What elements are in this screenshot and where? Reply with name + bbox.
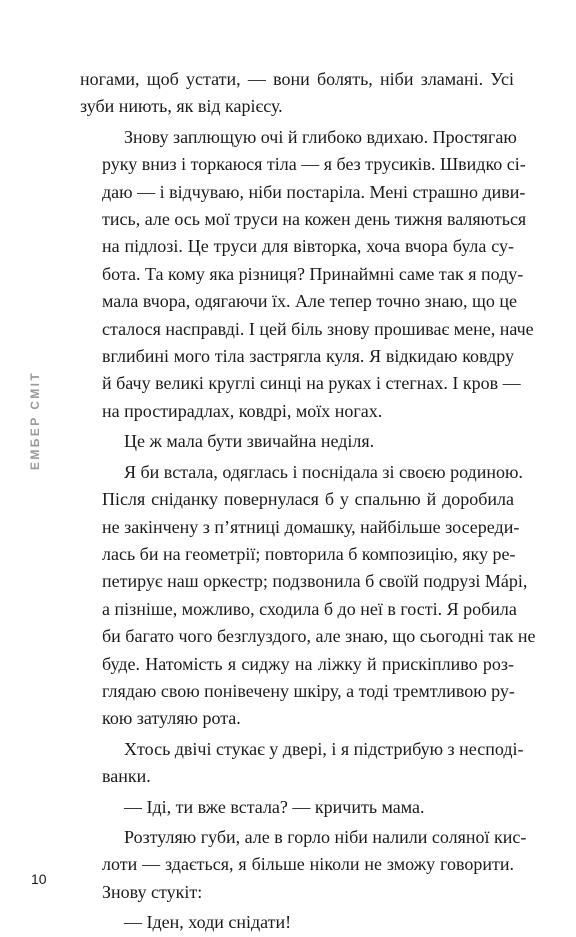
text-line: вглибині мого тіла застрягла куля. Я відкидаю ковдру: [102, 346, 514, 367]
text-line: Хтось двічі стукає у двері, і я підстрибую з несподі-: [124, 738, 524, 759]
text-line: кою затуляю рота.: [102, 708, 241, 729]
text-line: лоти — здається, я більше ніколи не зможу говорити.: [102, 854, 514, 875]
text-line: сталося насправді. І цей біль знову прошиває мене, наче: [102, 318, 534, 339]
text-line: Знову заплющую очі й глибоко вдихаю. Простягаю: [124, 126, 517, 147]
text-line: ванки.: [102, 766, 151, 787]
paragraph: [80, 428, 514, 455]
paragraph: [80, 66, 514, 121]
text-line: а пізніше, можливо, сходила б до неї в гості. Я робила: [102, 598, 517, 619]
text-line: би багато чого безглуздого, але знаю, що сьогодні так не: [102, 626, 536, 647]
text-line: й бачу великі круглі синці на руках і стегнах. І кров —: [102, 373, 521, 394]
paragraph: [80, 824, 527, 906]
text-line: Це ж мала бути звичайна неділя.: [124, 431, 375, 452]
paragraph: [80, 459, 536, 733]
text-line: руку вниз і торкаюся тіла — я без трусиків. Швидко сі-: [102, 154, 526, 175]
page-number: 10: [31, 871, 47, 887]
text-line: Після сніданку повернулася б у спальню й доробила: [102, 489, 514, 510]
text-line: мала вчора, одягаючи їх. Але тепер точно знаю, що це: [102, 291, 517, 312]
running-head: ЕМБЕР СМІТ: [28, 370, 42, 470]
text-line: Знову стукіт:: [102, 881, 203, 902]
text-line: Розтуляю губи, але в горло ніби налили соляної кис-: [124, 826, 527, 847]
paragraph: [80, 794, 514, 821]
text-line: лась би на геометрії; повторила б композицію, яку ре-: [102, 543, 516, 564]
text-line: — Іден, ходи снідати!: [124, 912, 292, 933]
text-line: зуби ниють, як від карієсу.: [80, 96, 283, 117]
text-line: на підлозі. Це труси для вівторка, хоча вчора була су-: [102, 236, 514, 257]
text-line: тись, але ось мої труси на кожен день тижня валяються: [102, 209, 527, 230]
text-line: — Іді, ти вже встала? — кричить мама.: [124, 796, 425, 817]
text-line: не закінчену з п’ятниці домашку, найбільше зосереди-: [102, 516, 520, 537]
text-line: даю — і відчуваю, ніби постаріла. Мені страшно диви-: [102, 181, 526, 202]
paragraph: [80, 124, 534, 425]
text-line: глядаю свою понівечену шкіру, а тоді тремтливою ру-: [102, 680, 515, 701]
body-text: [80, 66, 536, 937]
text-line: петирує наш оркестр; подзвонила б своїй подрузі Мáрі,: [102, 571, 528, 592]
paragraph: [80, 909, 514, 936]
text-line: бота. Та кому яка різниця? Принаймні саме так я поду-: [102, 263, 524, 284]
text-line: на простирадлах, ковдрі, моїх ногах.: [102, 400, 383, 421]
text-line: Я би встала, одяглась і поснідала зі своєю родиною.: [124, 461, 523, 482]
text-line: буде. Натомість я сиджу на ліжку й прискіпливо роз-: [102, 653, 514, 674]
paragraph: [80, 736, 524, 791]
text-line: ногами, щоб устати, — вони болять, ніби зламані. Усі: [80, 69, 514, 89]
